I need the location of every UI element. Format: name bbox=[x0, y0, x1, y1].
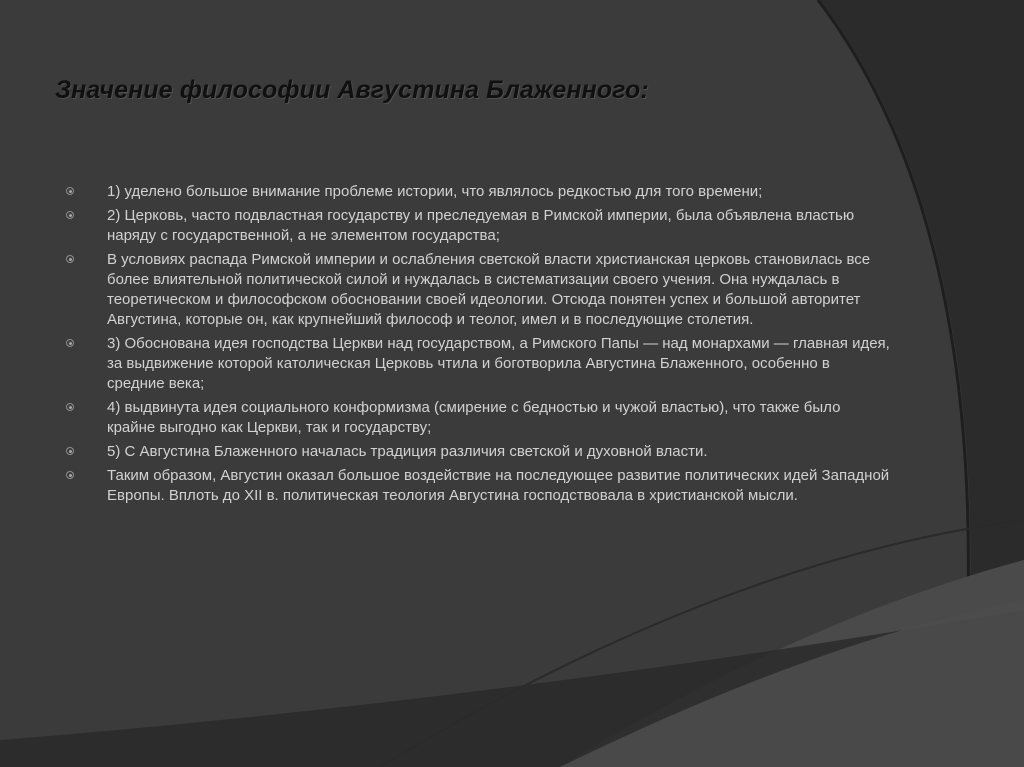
circle-bullet-icon bbox=[66, 339, 74, 347]
list-item-text: 3) Обоснована идея господства Церкви над государством, а Римского Папы — над монархами — главная идея, за выдвижение которой католическая Церковь чтила и боготворила Августина Блаженного, особенно в средние века; bbox=[107, 335, 890, 392]
list-item-text: 4) выдвинута идея социального конформизма (смирение с бедностью и чужой властью), что также было крайне выгодно как Церкви, так и государству; bbox=[107, 399, 841, 436]
circle-bullet-icon bbox=[66, 447, 74, 455]
slide-title: Значение философии Августина Блаженного: bbox=[55, 76, 649, 104]
list-item bbox=[60, 250, 890, 330]
list-item-text: 1) уделено большое внимание проблеме истории, что являлось редкостью для того времени; bbox=[107, 183, 763, 200]
circle-bullet-icon bbox=[66, 211, 74, 219]
list-item bbox=[60, 398, 890, 438]
list-item bbox=[60, 334, 890, 394]
list-item bbox=[60, 466, 890, 506]
bullet-list bbox=[60, 182, 890, 510]
list-item bbox=[60, 442, 890, 462]
circle-bullet-icon bbox=[66, 471, 74, 479]
circle-bullet-icon bbox=[66, 255, 74, 263]
list-item-text: Таким образом, Августин оказал большое воздействие на последующее развитие политических идей Западной Европы. Вплоть до XII в. политическая теология Августина господствовала в христианской мысли. bbox=[107, 467, 890, 504]
list-item bbox=[60, 206, 890, 246]
list-item-text: 2) Церковь, часто подвластная государству и преследуемая в Римской империи, была объявлена властью наряду с государственной, а не элементом государства; bbox=[107, 207, 855, 244]
list-item bbox=[60, 182, 890, 202]
list-item-text: В условиях распада Римской империи и ослабления светской власти христианская церковь становилась все более влиятельной политической силой и нуждалась в систематизации своего учения. Она нуждалась в теоретическом и философском обосновании своей идеологии. Отсюда понятен успех и большой авторитет Августина, которые он, как крупнейший философ и теолог, имел и в последующие столетия. bbox=[107, 251, 871, 328]
list-item-text: 5) С Августина Блаженного началась традиция различия светской и духовной власти. bbox=[107, 443, 708, 460]
circle-bullet-icon bbox=[66, 403, 74, 411]
circle-bullet-icon bbox=[66, 187, 74, 195]
